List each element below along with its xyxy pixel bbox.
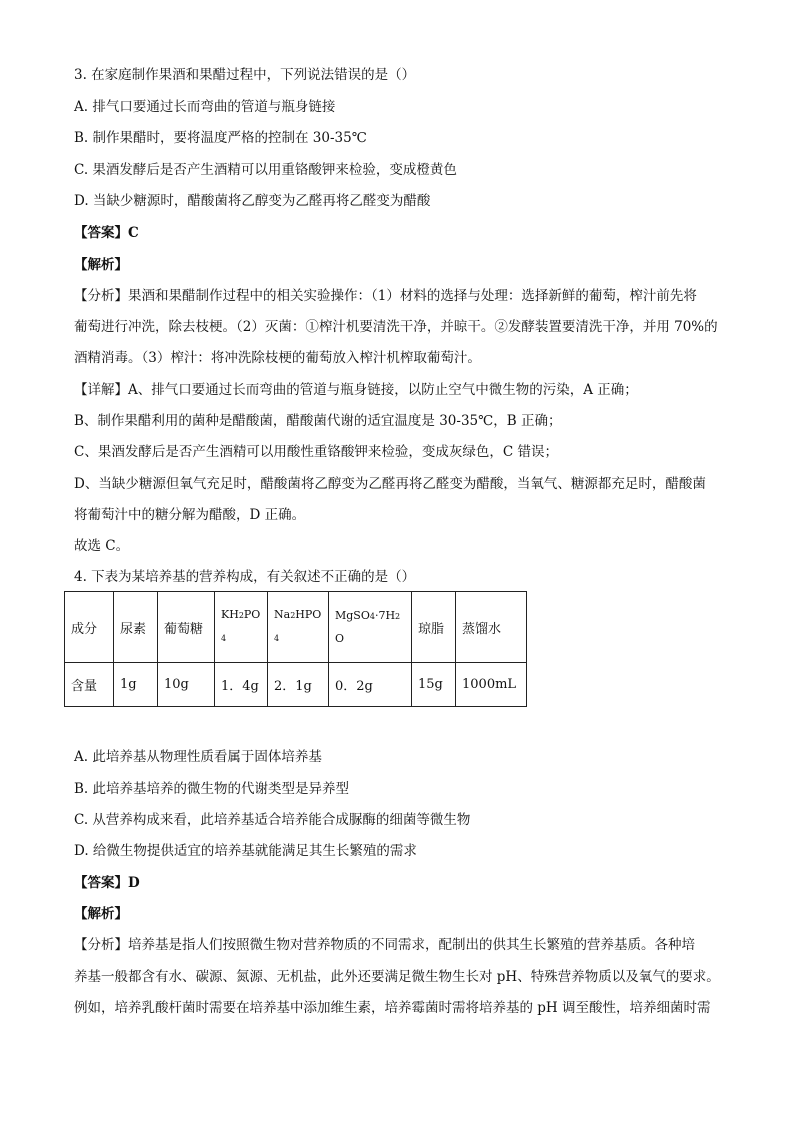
nutrient-table <box>64 591 527 707</box>
q3-detail-d2: 将葡萄汁中的糖分解为醋酸，D 正确。 <box>74 507 306 523</box>
table-header-row <box>65 592 527 663</box>
q3-option-b: B. 制作果醋时，要将温度严格的控制在 30-35℃ <box>74 130 367 146</box>
q4-option-d: D. 给微生物提供适宜的培养基就能满足其生长繁殖的需求 <box>74 843 417 859</box>
q3-detail-c: C、果酒发酵后是否产生酒精可以用酸性重铬酸钾来检验，变成灰绿色，C 错误； <box>74 444 558 460</box>
table-header-cell: 成分 <box>65 592 114 663</box>
q4-answer: 【答案】D <box>74 875 140 891</box>
table-header-cell-mgso4: MgSO4·7H2 O <box>329 592 412 663</box>
q3-conclusion: 故选 C。 <box>74 538 130 554</box>
q4-option-a: A. 此培养基从物理性质看属于固体培养基 <box>74 749 322 765</box>
table-cell: 1g <box>114 663 158 707</box>
q3-answer: 【答案】C <box>74 225 139 241</box>
q3-detail-b: B、制作果醋利用的菌种是醋酸菌，醋酸菌代谢的适宜温度是 30-35℃，B 正确； <box>74 413 562 429</box>
q3-detail-a: 【详解】A、排气口要通过长而弯曲的管道与瓶身链接，以防止空气中微生物的污染，A 正确； <box>74 382 638 398</box>
q4-option-b: B. 此培养基培养的微生物的代谢类型是异养型 <box>74 781 350 797</box>
q4-fenxi-1: 【分析】培养基是指人们按照微生物对营养物质的不同需求，配制出的供其生长繁殖的营养基质。各种培 <box>74 937 695 953</box>
q4-stem: 4. 下表为某培养基的营养构成，有关叙述不正确的是（） <box>74 569 416 585</box>
table-header-cell: 葡萄糖 <box>158 592 215 663</box>
table-cell: 2．1g <box>268 663 329 707</box>
q3-option-d: D. 当缺少糖源时，醋酸菌将乙醇变为乙醛再将乙醛变为醋酸 <box>74 193 431 209</box>
table-row <box>65 663 527 707</box>
table-header-cell: 琼脂 <box>412 592 456 663</box>
table-cell: 0．2g <box>329 663 412 707</box>
table-cell: 1000mL <box>456 663 527 707</box>
q3-detail-d1: D、当缺少糖源但氧气充足时，醋酸菌将乙醇变为乙醛再将乙醛变为醋酸，当氧气、糖源都充足时，醋酸菌 <box>74 476 706 492</box>
table-cell: 含量 <box>65 663 114 707</box>
q3-option-c: C. 果酒发酵后是否产生酒精可以用重铬酸钾来检验，变成橙黄色 <box>74 162 457 178</box>
table-header-cell: 尿素 <box>114 592 158 663</box>
table-cell: 15g <box>412 663 456 707</box>
q4-fenxi-2: 养基一般都含有水、碳源、氮源、无机盐，此外还要满足微生物生长对 pH、特殊营养物质以及氧气的要求。 <box>74 969 720 985</box>
table-header-cell-na2hpo4: Na2HPO 4 <box>268 592 329 663</box>
table-header-cell-kh2po4: KH2PO 4 <box>215 592 268 663</box>
q3-fenxi-2: 葡萄进行冲洗，除去枝梗。（2）灭菌：①榨汁机要清洗干净，并晾干。②发酵装置要清洗干净，并用 70%的 <box>74 319 718 335</box>
q4-analysis-title: 【解析】 <box>74 906 128 922</box>
q4-option-c: C. 从营养构成来看，此培养基适合培养能合成脲酶的细菌等微生物 <box>74 812 471 828</box>
q4-fenxi-3: 例如，培养乳酸杆菌时需要在培养基中添加维生素，培养霉菌时需将培养基的 pH 调至酸性，培养细菌时需 <box>74 1000 711 1016</box>
table-cell: 1．4g <box>215 663 268 707</box>
q3-stem: 3. 在家庭制作果酒和果醋过程中，下列说法错误的是（） <box>74 67 416 83</box>
q3-fenxi-1: 【分析】果酒和果醋制作过程中的相关实验操作：（1）材料的选择与处理：选择新鲜的葡萄，榨汁前先将 <box>74 288 697 304</box>
q3-fenxi-3: 酒精消毒。（3）榨汁：将冲洗除枝梗的葡萄放入榨汁机榨取葡萄汁。 <box>74 350 481 366</box>
table-header-cell: 蒸馏水 <box>456 592 527 663</box>
table-cell: 10g <box>158 663 215 707</box>
q3-option-a: A. 排气口要通过长而弯曲的管道与瓶身链接 <box>74 99 336 115</box>
q3-analysis-title: 【解析】 <box>74 257 128 273</box>
